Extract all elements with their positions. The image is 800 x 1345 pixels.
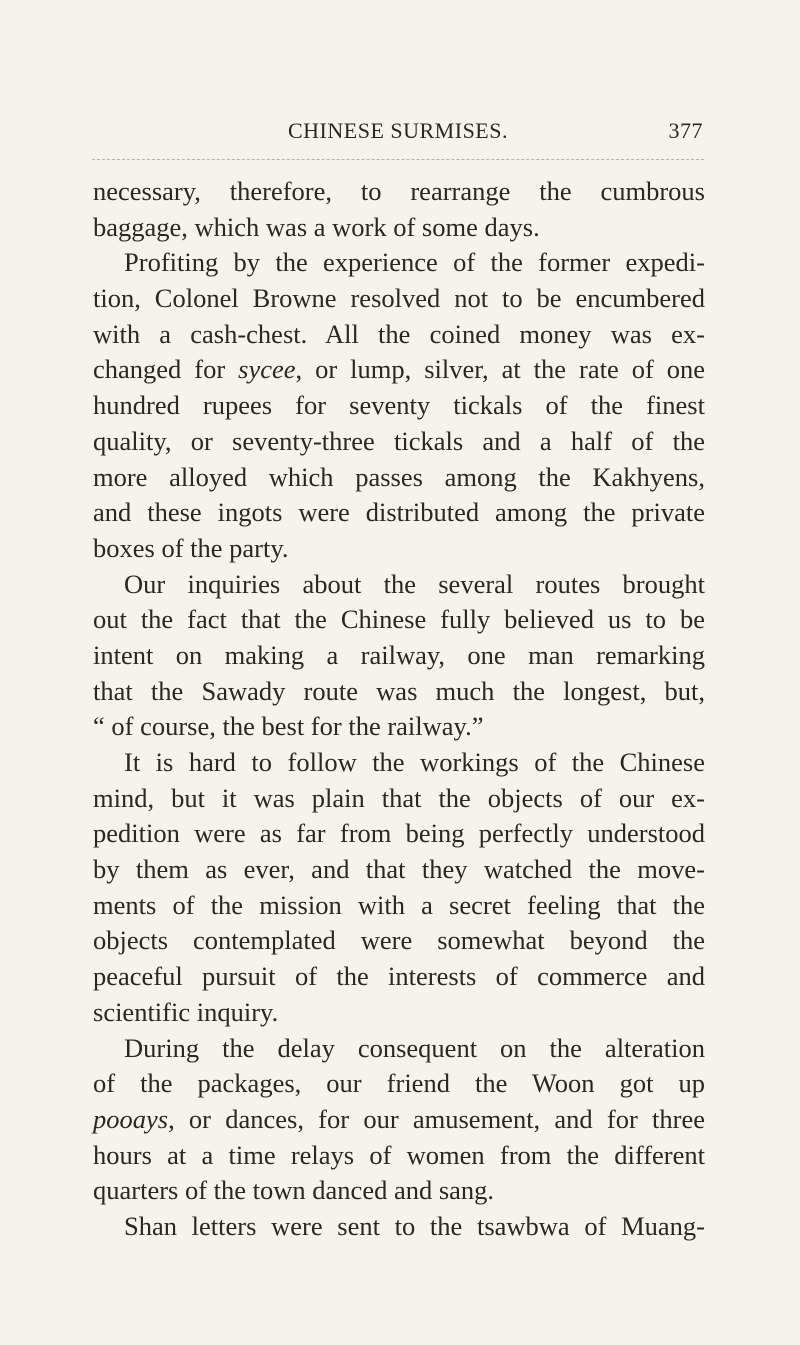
text-line: intent on making a railway, one man remarking (93, 639, 705, 670)
paragraph-start-line: During the delay consequent on the alteration (124, 1032, 705, 1063)
paragraph-end-line: scientific inquiry. (93, 996, 279, 1027)
text-fragment: , or dances, for our amusement, and for three (168, 1103, 705, 1134)
italic-term-sycee: sycee (238, 354, 296, 385)
paragraph-end-line: baggage, which was a work of some days. (93, 211, 540, 242)
text-line: that the Sawady route was much the longest, but, (93, 675, 705, 706)
text-line: peaceful pursuit of the interests of commerce and (93, 961, 705, 992)
text-line: necessary, therefore, to rearrange the cumbrous (93, 176, 705, 206)
text-line: of the packages, our friend the Woon got up (93, 1068, 705, 1099)
paragraph-end-line: “ of course, the best for the railway.” (93, 711, 484, 742)
text-line: and these ingots were distributed among the private (93, 497, 705, 528)
text-line (93, 352, 705, 388)
text-fragment: , or lump, silver, at the rate of one (295, 354, 705, 385)
paragraph-end-line: quarters of the town danced and sang. (93, 1175, 495, 1206)
page-number: 377 (668, 118, 703, 143)
text-line: ments of the mission with a secret feeling that the (93, 889, 705, 920)
paragraph-end-line: boxes of the party. (93, 532, 289, 563)
paragraph-start-line: Our inquiries about the several routes brought (124, 568, 705, 599)
running-head-title: CHINESE SURMISES. (288, 118, 508, 143)
paragraph-start-line: Profiting by the experience of the former expedi- (124, 247, 705, 278)
text-line (93, 1102, 705, 1138)
header-rule (92, 159, 704, 160)
text-fragment: changed for (93, 354, 239, 385)
text-line: tion, Colonel Browne resolved not to be encumbered (93, 283, 705, 314)
text-line: out the fact that the Chinese fully believed us to be (93, 604, 705, 635)
text-line: by them as ever, and that they watched the move- (93, 854, 705, 885)
paragraph-start-line: Shan letters were sent to the tsawbwa of Muang- (124, 1210, 705, 1241)
text-line: objects contemplated were somewhat beyond the (93, 925, 705, 956)
body-text (93, 174, 705, 1245)
running-head (93, 118, 703, 148)
text-line: with a cash-chest. All the coined money was ex- (93, 318, 705, 349)
text-line: quality, or seventy-three tickals and a half of the (93, 425, 705, 456)
paragraph-start-line: It is hard to follow the workings of the Chinese (124, 747, 705, 777)
text-line: mind, but it was plain that the objects of our ex- (93, 782, 705, 813)
text-line: hours at a time relays of women from the different (93, 1139, 705, 1170)
italic-term-pooays: pooays (93, 1103, 169, 1134)
text-line: more alloyed which passes among the Kakhyens, (93, 461, 705, 492)
text-line: pedition were as far from being perfectly understood (93, 818, 705, 849)
text-line: hundred rupees for seventy tickals of the finest (93, 390, 705, 421)
